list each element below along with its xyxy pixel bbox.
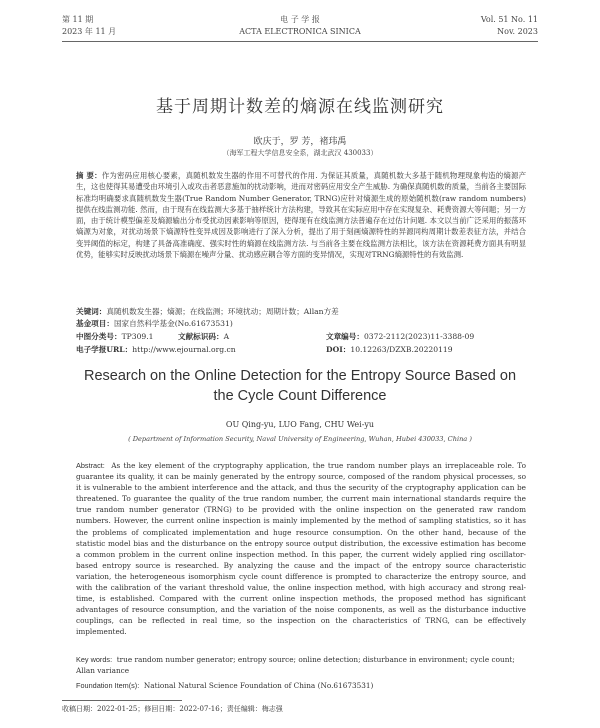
doc-code-field xyxy=(178,331,229,342)
doi-field xyxy=(326,344,453,355)
english-keywords xyxy=(76,654,526,676)
chinese-keywords xyxy=(76,306,536,317)
date-en: Nov. 2023 xyxy=(497,27,538,36)
chinese-fund-label: 基金项目： xyxy=(76,319,114,328)
chinese-abstract xyxy=(76,170,526,260)
received-dates-footnote: 收稿日期：2022-01-25；修回日期：2022-07-16；责任编辑：梅志强 xyxy=(62,705,283,713)
chinese-fund-text: 国家自然科学基金(No.61673531) xyxy=(113,319,233,328)
english-title: Research on the Online Detection for the Entropy Source Based on the Cycle Count Difference xyxy=(83,368,517,404)
chinese-fund xyxy=(76,318,536,329)
chinese-keywords-text: 真随机数发生器；熵源；在线监测；环境扰动；周期计数；Allan方差 xyxy=(106,307,339,316)
article-no-field xyxy=(326,331,474,342)
header-right xyxy=(481,14,538,38)
url-doi-row xyxy=(76,344,536,355)
chinese-affiliation: （海军工程大学信息安全系，湖北武汉 430033） xyxy=(222,149,378,157)
chinese-title: 基于周期计数差的熵源在线监测研究 xyxy=(156,97,444,117)
english-abstract-text: As the key element of the cryptography application, the true random number plays an irreplaceable role. To guarantee its quality, it can be mainly generated by the entropy source, composed of the random physical processes, so it is vulnerable to the ambient interference and the attack, and thus the security of the cryptography application can be threatened. To guarantee the quality of the true random number, the current main international standards require the true random number generator (TRNG) to be provided with the online inspection on the generated raw random numbers. However, the current online inspection is mainly implemented by the method of sampling statistics, so it has the problems of complicated implementation and huge resource consumption. On the other hand, because of the statistic model bias and the disturbance on the entropy source output distribution, the excessive estimation has become a common problem in the current online inspection method. In this paper, the current widely applied ring oscillator-based entropy source is researched. By analyzing the cause and the impact of the entropy source characteristic variation, the heterogeneous isomorphism cycle count difference is prompted to characterize the entropy source, and with the calibration of the variant threshold value, the online inspection method, with high accuracy and strong real-time, is established. Compared with the current online inspection methods, the proposed method has significant advantages of resource consumption, and the variation of the noise components, as well as the disturbance inductive couplings, can be reflected in real time, so the inspection on the characteristics of TRNG, can be effectively implemented. xyxy=(76,461,527,637)
chinese-abstract-text: 作为密码应用核心要素，真随机数发生器的作用不可替代的作用. 为保证其质量，真随机数大多基于随机物理现象构造的熵源产生，这也使得其易遭受由环境引入或攻击者恶意施加的扰动影响，进而对密码应用安全产生威胁. 为确保真随机数的质量，当前各主要国际标准均明确要求真随机数发生器(True Random Number Generator, TRNG)应针对熵源生成的原始随机数(raw random numbers)提供在线监测功能. 然而，由于现有在线监测大多基于抽样统计方法构建，导致其在实际应用中存在实现复杂、耗费资源大等问题；另一方面，由于统计模型偏差及熵源输出分布受扰动因素影响等原因，使得现有在线监测方法普遍存在过估计问题. 本文以当前广泛采用的振荡环熵源为对象，对扰动场景下熵源特性变异成因及影响进行了深入分析，提出了用于刻画熵源特性的异源同构周期计数差表征方法，并结合变异阈值的标定，构建了具备高准确度、强实时性的熵源在线监测方法. 与当前各主要在线监测方法相比，该方法在资源耗费方面具有明显优势，能够实时反映扰动场景下熵源在噪声分量、扰动感应耦合等方面的变异情况，实现对TRNG熵源特性的有效监测. xyxy=(76,171,526,260)
header-center xyxy=(62,14,538,38)
header-rule xyxy=(62,41,538,42)
english-abstract xyxy=(76,460,526,638)
english-affiliation: ( Department of Information Security, Naval University of Engineering, Wuhan, Hubei 430033, China ) xyxy=(128,435,472,443)
url-field xyxy=(76,344,236,355)
english-fund-text: National Natural Science Foundation of China (No.61673531) xyxy=(143,681,374,690)
english-abstract-label: Abstract: xyxy=(76,461,105,470)
url-label: 电子学报URL： xyxy=(76,345,133,354)
clc-value: TP309.1 xyxy=(121,332,154,341)
journal-name-en: ACTA ELECTRONICA SINICA xyxy=(239,27,361,36)
classification-row xyxy=(76,331,536,342)
english-keywords-label: Key words: xyxy=(76,655,113,664)
volume-issue: Vol. 51 No. 11 xyxy=(480,15,538,24)
english-keywords-text: true random number generator; entropy source; online detection; disturbance in environment; cycle count; Allan variance xyxy=(76,655,515,675)
article-no-label: 文章编号： xyxy=(326,332,364,341)
article-no-value: 0372-2112(2023)11-3388-09 xyxy=(363,332,475,341)
doc-code-label: 文献标识码： xyxy=(178,332,224,341)
english-fund xyxy=(76,680,536,691)
clc-field xyxy=(76,331,153,342)
english-authors: OU Qing-yu, LUO Fang, CHU Wei-yu xyxy=(225,420,375,429)
chinese-authors: 欧庆于，罗 芳，褚玮禹 xyxy=(253,137,347,147)
doi-value: 10.12263/DZXB.20220119 xyxy=(350,345,453,354)
issue-cn: 第 11 期 xyxy=(62,15,94,24)
doc-code-value: A xyxy=(223,332,230,341)
url-value[interactable]: http://www.ejournal.org.cn xyxy=(132,345,236,354)
doi-label: DOI： xyxy=(326,345,351,354)
date-cn: 2023 年 11 月 xyxy=(62,27,117,36)
english-fund-label: Foundation Item(s): xyxy=(76,681,140,690)
clc-label: 中图分类号： xyxy=(76,332,122,341)
chinese-abstract-label: 摘 要： xyxy=(76,171,102,180)
chinese-keywords-label: 关键词： xyxy=(76,307,107,316)
footnote-rule xyxy=(62,700,182,701)
journal-name-cn: 电 子 学 报 xyxy=(280,15,320,24)
running-header xyxy=(62,14,538,40)
